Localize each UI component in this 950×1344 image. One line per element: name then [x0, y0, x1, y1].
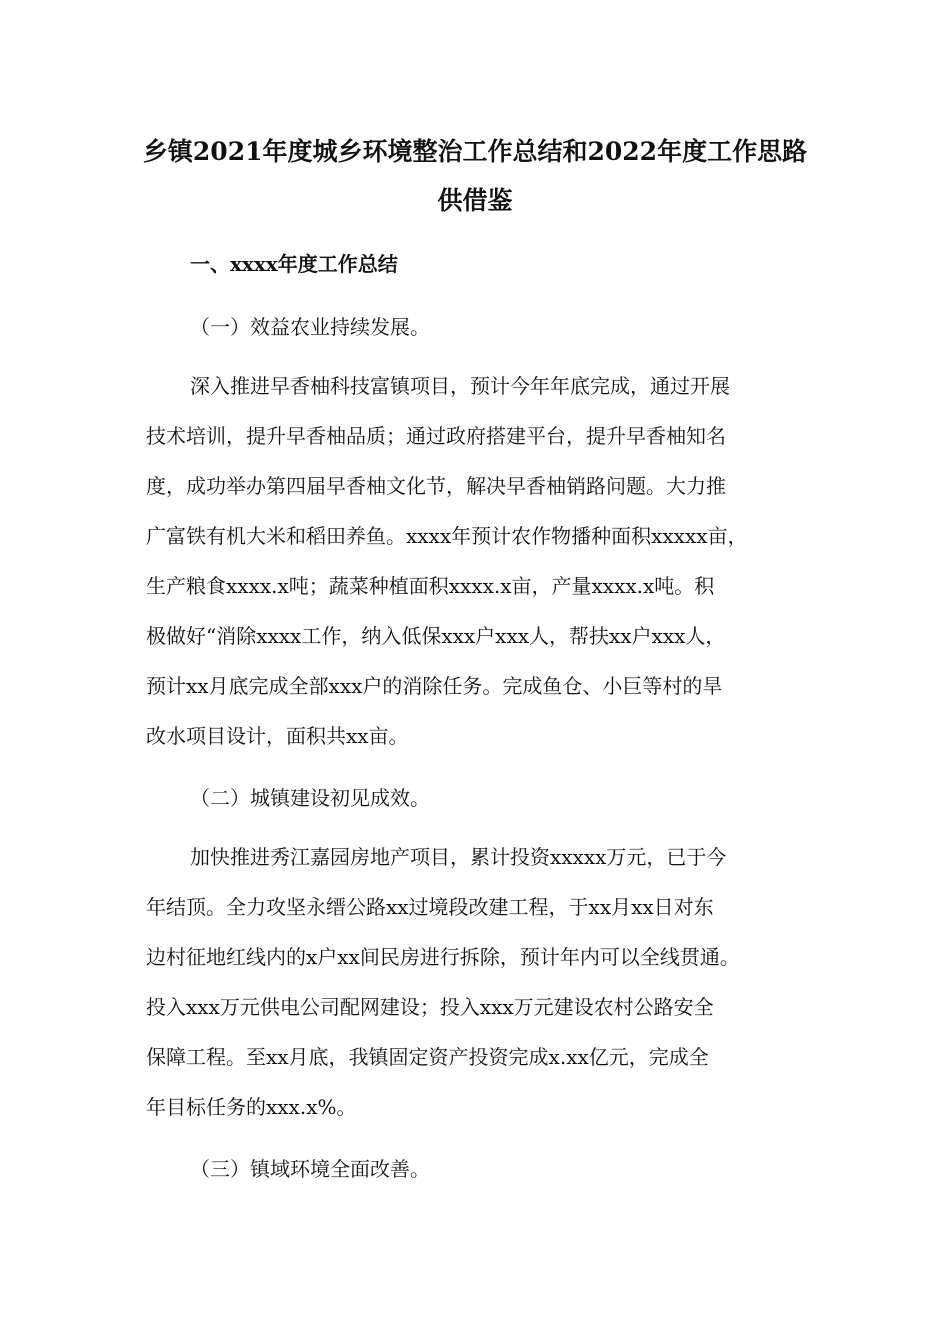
paragraph-line: 生产粮食xxxx.x吨；蔬菜种植面积xxxx.x亩，产量xxxx.x吨。积	[146, 574, 715, 598]
paragraph-line: 深入推进早香柚科技富镇项目，预计今年年底完成，通过开展	[190, 374, 730, 398]
paragraph-line: 广富铁有机大米和稻田养鱼。xxxx年预计农作物播种面积xxxxx亩，	[146, 524, 748, 548]
paragraph-line: 加快推进秀江嘉园房地产项目，累计投资xxxxx万元，已于今	[190, 845, 727, 869]
paragraph-line: 极做好“消除xxxx工作，纳入低保xxx户xxx人，帮扶xx户xxx人，	[146, 624, 726, 648]
paragraph-line: 技术培训，提升早香柚品质；通过政府搭建平台，提升早香柚知名	[146, 424, 726, 448]
paragraph-line: 投入xxx万元供电公司配网建设；投入xxx万元建设农村公路安全	[146, 995, 714, 1019]
document-title-line2: 供借鉴	[437, 186, 513, 215]
subsection-heading-3: （三）镇域环境全面改善。	[190, 1157, 430, 1181]
subsection-heading-1: （一）效益农业持续发展。	[190, 315, 430, 339]
paragraph-line: 度，成功举办第四届早香柚文化节，解决早香柚销路问题。大力推	[146, 474, 726, 498]
paragraph-line: 边村征地红线内的x户xx间民房进行拆除，预计年内可以全线贯通。	[146, 945, 740, 969]
section-heading-1: 一、xxxx年度工作总结	[190, 252, 398, 276]
paragraph-line: 预计xx月底完成全部xxx户的消除任务。完成鱼仓、小巨等村的旱	[146, 674, 723, 698]
paragraph-line: 改水项目设计，面积共xx亩。	[146, 724, 409, 748]
paragraph-line: 保障工程。至xx月底，我镇固定资产投资完成x.xx亿元，完成全	[146, 1045, 709, 1069]
paragraph-line: 年结顶。全力攻坚永缙公路xx过境段改建工程，于xx月xx日对东	[146, 895, 714, 919]
document-title-line1: 乡镇2021年度城乡环境整治工作总结和2022年度工作思路	[142, 137, 808, 166]
subsection-heading-2: （二）城镇建设初见成效。	[190, 786, 430, 810]
paragraph-line: 年目标任务的xxx.x%。	[146, 1095, 357, 1119]
